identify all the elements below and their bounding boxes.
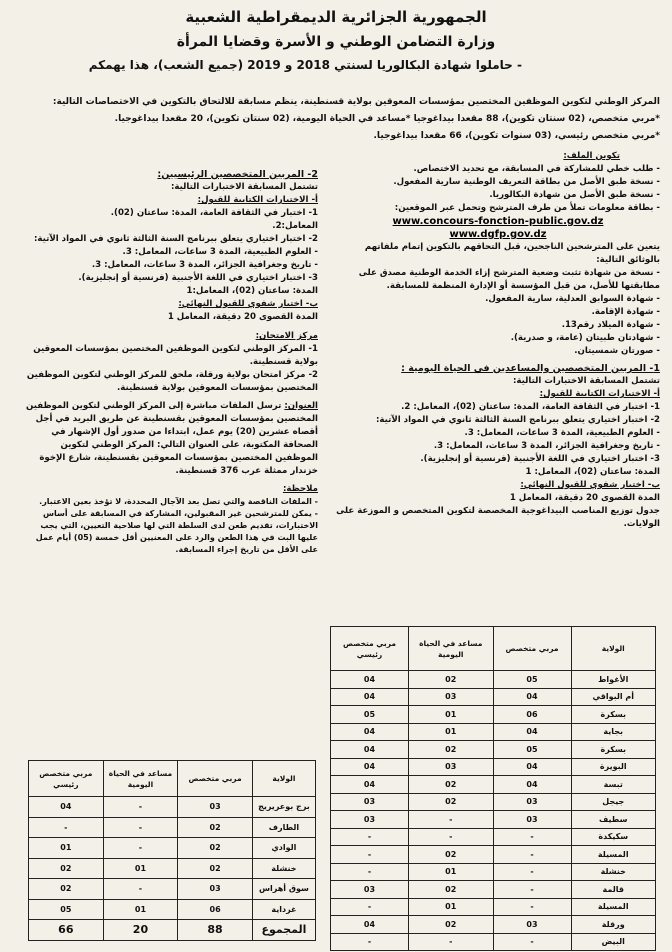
right-column (336, 150, 660, 531)
cell-wilaya: تبسة (571, 776, 656, 794)
cell-assistant: 02 (409, 793, 494, 811)
table-header-row (331, 627, 656, 671)
site-link-1[interactable]: www.concours-fonction-public.gov.dz (392, 216, 604, 227)
table-row (331, 898, 656, 916)
section1-written-item: - العلوم الطبيعية، المدة 3 ساعات، المعامل: 3. (464, 428, 660, 438)
ministry-title: وزارة التضامن الوطني و الأسرة وقضايا المرأة (176, 34, 496, 50)
cell-specialist: 04 (493, 688, 571, 706)
cell-wilaya: البويرة (571, 758, 656, 776)
cell-wilaya: خنشلة (571, 863, 656, 881)
cell-assistant: 01 (409, 863, 494, 881)
cell-specialist: 05 (493, 741, 571, 759)
cell-wilaya: البيض (571, 933, 656, 951)
col-header-assistant: مساعد في الحياة اليومية (409, 627, 494, 671)
cell-specialist: - (493, 898, 571, 916)
accepted-item: - شهادة السوابق العدلية، سارية المفعول. (485, 294, 660, 304)
table-row (331, 741, 656, 759)
cell-chief: 05 (331, 706, 409, 724)
written-item: - تاريخ وجغرافية الجزائر، المدة 3 ساعات، المعامل: 3. (91, 260, 318, 270)
cell-assistant: 03 (409, 758, 494, 776)
cell-chief: 03 (331, 881, 409, 899)
file-item: - نسخة طبق الأصل من بطاقة التعريف الوطنية سارية المفعول. (393, 177, 660, 187)
cell-chief: 04 (331, 741, 409, 759)
cell-specialist: 03 (178, 797, 253, 818)
cell-wilaya: بسكرة (571, 741, 656, 759)
section1-written-item: المدة: ساعتان (02)، المعامل: 1 (525, 467, 660, 477)
cell-specialist: 03 (493, 916, 571, 934)
table-row (331, 723, 656, 741)
table-row (331, 881, 656, 899)
table-row (331, 688, 656, 706)
cell-specialist: 04 (493, 776, 571, 794)
cell-wilaya: بجاية (571, 723, 656, 741)
accepted-item: - شهادة الإقامة. (591, 307, 660, 317)
oral-title: ب- اختبار شفوي للقبول النهائي: (178, 299, 318, 309)
exam-center-item: 2- مركز امتحان بولاية ورقلة، ملحق للمركز الوطني لتكوين الموظفين المختصين بمؤسسات المعوقين بولاية قسنطينة. (26, 370, 318, 393)
intro-line-3: *مربي متخصص رئيسي، (03 سنوات تكوين)، 66 مقعدا بيداغوجيا. (373, 131, 660, 141)
table-row (29, 817, 316, 838)
table-header-row (29, 761, 316, 797)
cell-wilaya: سطيف (571, 811, 656, 829)
cell-specialist: - (493, 846, 571, 864)
exam-center-item: 1- المركز الوطني لتكوين الموظفين المختصين بمؤسسات المعوقين بولاية قسنطينة. (33, 344, 318, 367)
cell-specialist: - (493, 933, 571, 951)
intro-line-2: *مربي متخصص، (02 سنتان تكوين)، 88 مقعدا بيداغوجيا *مساعد في الحياة اليومية، (02 سنتان تكوين)، 20 مقعدا بيداغوجيا. (114, 114, 660, 124)
written-item: 3- اختبار اختياري في اللغة الأجنبية (فرنسية أو إنجليزية). (78, 273, 318, 283)
cell-chief: - (29, 817, 104, 838)
cell-chief: 05 (29, 899, 104, 920)
left-column (18, 168, 318, 556)
cell-chief: 02 (29, 879, 104, 900)
file-item: - بطاقة معلومات تملأ من طرف المترشح وتحمل عبر الموقعين: (394, 203, 660, 213)
distribution-table-right (330, 626, 656, 951)
cell-assistant: 02 (409, 916, 494, 934)
cell-specialist: 03 (493, 811, 571, 829)
section2-sub: تشتمل المسابقة الاختبارات التالية: (170, 182, 318, 192)
cell-assistant: 01 (103, 899, 178, 920)
intro-line-1: المركز الوطني لتكوين الموظفين المختصين بمؤسسات المعوقين بولاية قسنطينة، ينظم مسابقة للالتحاق بالتكوين في الاختصاصات التالية: (52, 97, 660, 107)
cell-chief: - (331, 863, 409, 881)
cell-assistant: 01 (409, 898, 494, 916)
cell-assistant: - (103, 817, 178, 838)
col-header-wilaya: الولاية (252, 761, 315, 797)
cell-specialist: 02 (178, 838, 253, 859)
cell-specialist: - (493, 863, 571, 881)
cell-specialist: 02 (178, 858, 253, 879)
written-item: 1- اختبار في الثقافة العامة، المدة: ساعتان (02). (110, 208, 318, 218)
cell-wilaya: جيجل (571, 793, 656, 811)
distribution-caption: جدول توزيع المناصب البيداغوجية المخصصة لتكوين المتخصص و الموزعة على الولايات. (336, 506, 660, 529)
table-row (331, 916, 656, 934)
cell-wilaya: ورقلة (571, 916, 656, 934)
file-title: تكوين الملف: (563, 151, 620, 161)
table-row (331, 863, 656, 881)
cell-wilaya: المجموع (252, 920, 315, 941)
section1-written-item: - تاريخ وجغرافية الجزائر، المدة 3 ساعات، المعامل: 3. (433, 441, 660, 451)
cell-specialist: 04 (493, 723, 571, 741)
table-row (331, 811, 656, 829)
cell-chief: 04 (331, 723, 409, 741)
cell-specialist: 04 (493, 758, 571, 776)
cell-chief: 01 (29, 838, 104, 859)
accepted-item: - شهادتان طبيتان (عامة، و صدرية). (510, 333, 660, 343)
oral: المدة القصوى 20 دقيقة، المعامل 1 (167, 312, 318, 322)
address-title: العنوان: (284, 401, 318, 411)
cell-specialist: 88 (178, 920, 253, 941)
cell-wilaya: سكيكدة (571, 828, 656, 846)
cell-wilaya: برج بوعريريج (252, 797, 315, 818)
cell-wilaya: المسيلة (571, 898, 656, 916)
cell-chief: 04 (331, 671, 409, 689)
cell-chief: - (331, 828, 409, 846)
accepted-item: - صورتان شمسيتان. (574, 346, 660, 356)
cell-assistant: - (103, 838, 178, 859)
cell-chief: 66 (29, 920, 104, 941)
site-link-2[interactable]: www.dgfp.gov.dz (449, 229, 547, 240)
cell-chief: - (331, 846, 409, 864)
section1-written-item: 1- اختبار في الثقافة العامة، المدة: ساعتان (02)، المعامل: 2. (401, 402, 660, 412)
cell-chief: 04 (29, 797, 104, 818)
col-header-chief: مربي متخصص رئيسي (29, 761, 104, 797)
cell-specialist: - (493, 828, 571, 846)
address-text: ترسل الملفات مباشرة إلى المركز الوطني لتكوين الموظفين المختصين بمؤسسات المعوقين بقسنطينة عن طريق البريد في أجل أقصاه عشرين (20) يوم عمل، ابتداءا من صدور أول الإشهار في الصحافة المكتوبة، على العنوان التالي: المركز الوطني لتكوين الموظفين المختصين بمؤسسات المعوقين بقسنطينة، شارع الإخوة خزندار ممثلة عرب 376 قسنطينة. (26, 401, 318, 476)
cell-wilaya: الأغواط (571, 671, 656, 689)
cell-assistant: - (103, 879, 178, 900)
cell-wilaya: المسيلة (571, 846, 656, 864)
cell-wilaya: بسكرة (571, 706, 656, 724)
cell-chief: - (331, 898, 409, 916)
slogan: - حاملوا شهادة البكالوريا لسنتي 2018 و 2019 (جميع الشعب)، هذا يهمكم (88, 58, 522, 72)
col-header-specialist: مربي متخصص (178, 761, 253, 797)
cell-assistant: - (409, 828, 494, 846)
col-header-assistant: مساعد في الحياة اليومية (103, 761, 178, 797)
file-item: - نسخة طبق الأصل من شهادة البكالوريا. (489, 190, 660, 200)
cell-assistant: - (409, 933, 494, 951)
col-header-chief: مربي متخصص رئيسي (331, 627, 409, 671)
cell-specialist: - (493, 881, 571, 899)
cell-assistant: 02 (409, 776, 494, 794)
cell-assistant: 03 (409, 688, 494, 706)
section1-written-item: 3- اختبار اختياري في اللغة الأجنبية (فرنسية أو إنجليزية). (420, 454, 660, 464)
cell-chief: 03 (331, 811, 409, 829)
cell-specialist: 06 (178, 899, 253, 920)
cell-wilaya: غرداية (252, 899, 315, 920)
cell-assistant: 02 (409, 881, 494, 899)
cell-wilaya: الوادي (252, 838, 315, 859)
table-row (331, 758, 656, 776)
cell-assistant: 01 (409, 723, 494, 741)
section1-oral-title: ب- اختبار شفوي للقبول النهائي: (520, 480, 660, 490)
table-row (331, 793, 656, 811)
cell-assistant: 02 (409, 671, 494, 689)
section1-sub: تشتمل المسابقة الاختبارات التالية: (512, 376, 660, 386)
table-row (29, 920, 316, 941)
table-row (331, 776, 656, 794)
written-item: المدة: ساعتان (02)، المعامل:1 (186, 286, 318, 296)
cell-chief: 03 (331, 793, 409, 811)
section1-written-title: أ- الاختبارات الكتابية للقبول: (539, 389, 660, 399)
written-item: 2- اختبار اختياري يتعلق ببرنامج السنة الثالثة ثانوي في المواد الآتية: (33, 234, 318, 244)
col-header-wilaya: الولاية (571, 627, 656, 671)
accepted-title: يتعين على المترشحين الناجحين، قبل التحاقهم بالتكوين إتمام ملفاتهم بالوثائق التالية: (364, 242, 660, 265)
cell-assistant: 02 (409, 741, 494, 759)
distribution-table-left (28, 760, 316, 941)
cell-assistant: 02 (409, 846, 494, 864)
cell-assistant: 20 (103, 920, 178, 941)
table-row (331, 828, 656, 846)
cell-chief: 04 (331, 758, 409, 776)
cell-wilaya: أم البواقي (571, 688, 656, 706)
cell-wilaya: الطارف (252, 817, 315, 838)
table-row (29, 899, 316, 920)
cell-assistant: 01 (409, 706, 494, 724)
col-header-specialist: مربي متخصص (493, 627, 571, 671)
table-row (331, 706, 656, 724)
notes-title: ملاحظة: (282, 484, 318, 494)
cell-specialist: 06 (493, 706, 571, 724)
exam-center-title: مركز الامتحان: (255, 331, 318, 341)
cell-assistant: - (409, 811, 494, 829)
cell-assistant: - (103, 797, 178, 818)
written-item: المعامل:2. (272, 221, 318, 231)
cell-chief: - (331, 933, 409, 951)
cell-wilaya: خنشلة (252, 858, 315, 879)
note-item: - يمكن للمترشحين غير المقبولين، المشاركة في المسابقة على أساس الاختبارات، تقديم طعن لدى السلطة التي لها صلاحية التعيين، التي يجب عليها البت في هذا الطعن والرد على المعنيين أقل خمسة (05) أيام عمل على الأقل من تاريخ إجراء المسابقة. (35, 509, 318, 554)
cell-wilaya: سوق أهراس (252, 879, 315, 900)
intro (14, 94, 660, 145)
cell-chief: 02 (29, 858, 104, 879)
section1-oral: المدة القصوى 20 دقيقة، المعامل 1 (509, 493, 660, 503)
cell-chief: 04 (331, 776, 409, 794)
republic-title: الجمهورية الجزائرية الديمقراطية الشعبية (185, 8, 487, 26)
table-row (29, 879, 316, 900)
file-item: - طلب خطي للمشاركة في المسابقة، مع تحديد الاختصاص. (413, 164, 660, 174)
cell-chief: 04 (331, 688, 409, 706)
cell-chief: 04 (331, 916, 409, 934)
note-item: - الملفات الناقصة والتي تصل بعد الآجال المحددة، لا تؤخذ بعين الاعتبار. (39, 497, 318, 506)
table-row (29, 858, 316, 879)
cell-assistant: 01 (103, 858, 178, 879)
cell-wilaya: قالمة (571, 881, 656, 899)
accepted-item: - شهادة الميلاد رقم13. (561, 320, 660, 330)
table-row (331, 671, 656, 689)
cell-specialist: 03 (178, 879, 253, 900)
table-row (29, 797, 316, 818)
section1-title: 1- المربين المتخصصين والمساعدين في الحياة اليومية : (401, 363, 660, 374)
written-item: - العلوم الطبيعية، المدة 3 ساعات، المعامل: 3. (122, 247, 318, 257)
cell-specialist: 02 (178, 817, 253, 838)
written-title: أ- الاختبارات الكتابية للقبول: (197, 195, 318, 205)
table-row (29, 838, 316, 859)
cell-specialist: 05 (493, 671, 571, 689)
table-row (331, 933, 656, 951)
table-row (331, 846, 656, 864)
section1-written-item: 2- اختبار اختياري يتعلق ببرنامج السنة الثالثة ثانوي في المواد الآتية: (375, 415, 660, 425)
cell-specialist: 03 (493, 793, 571, 811)
accepted-item: - نسخة من شهادة تثبت وضعية المترشح إزاء الخدمة الوطنية مصدق على مطابقتها للأصل، من قبل المؤسسة أو الإدارة المنظمة للمسابقة. (358, 268, 660, 291)
section2-title: 2- المربين المتخصصين الرئيسيين: (157, 169, 318, 180)
